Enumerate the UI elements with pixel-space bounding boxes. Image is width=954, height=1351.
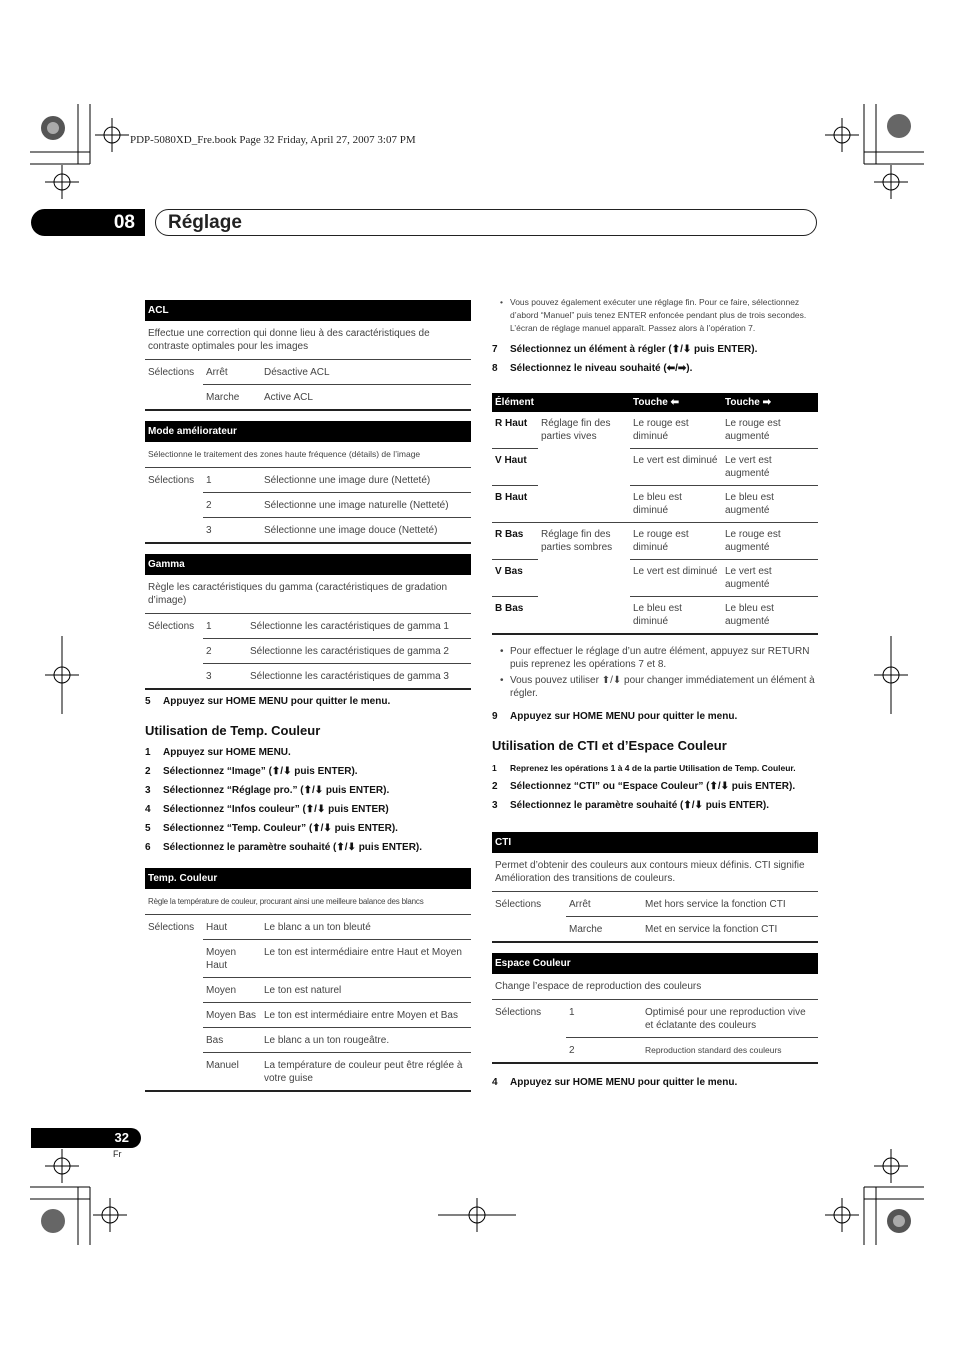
acl-table <box>145 300 471 411</box>
mode-table <box>145 421 471 544</box>
chapter-title-frame <box>155 209 817 236</box>
table-row <box>145 664 471 689</box>
row-name: V Bas <box>492 560 538 597</box>
sel-label: Sélections <box>148 621 195 632</box>
espace-title: Espace Couleur <box>492 953 818 974</box>
espace-table <box>492 953 818 1064</box>
option-name: 1 <box>203 468 261 493</box>
left-key-effect: Le bleu est diminué <box>633 603 682 627</box>
right-key-effect: Le vert est augmenté <box>722 560 818 597</box>
option-text: Optimisé pour une reproduction vive et éclatante des couleurs <box>642 1000 818 1038</box>
sel-label: Sélections <box>495 899 542 910</box>
page-language: Fr <box>113 1149 122 1159</box>
left-key-effect: Le rouge est diminué <box>630 412 722 449</box>
row-group: Réglage fin des parties vives <box>538 412 630 523</box>
option-name: 1 <box>203 614 247 639</box>
row-name: R Bas <box>492 523 538 560</box>
table-row <box>492 917 818 942</box>
option-name: Haut <box>203 915 261 940</box>
option-name: 3 <box>206 671 212 682</box>
option-text: Sélectionne une image naturelle (Netteté) <box>261 493 471 518</box>
gamma-table <box>145 554 471 690</box>
cti-table <box>492 832 818 943</box>
option-text: Désactive ACL <box>261 360 471 385</box>
note-bullet: • Vous pouvez également exécuter une réglage fin. Pour ce faire, sélectionnez d’abord “Manuel” puis tenez ENTER enfoncée pendant plus de trois secondes. L’écran de réglage manuel apparaît. Passez alors à l’opération 7. <box>492 296 818 335</box>
sel-label: Sélections <box>148 475 195 486</box>
right-key-effect: Le rouge est augmenté <box>722 523 818 560</box>
table-header <box>492 393 818 412</box>
step-item: 6 Sélectionnez le paramètre souhaité (⬆/⬇ puis ENTER). <box>145 842 423 853</box>
table-row <box>145 978 471 1003</box>
option-text: Le blanc a un ton bleuté <box>261 915 471 940</box>
table-row <box>492 412 818 449</box>
row-group: Réglage fin des parties sombres <box>541 529 613 553</box>
section-heading: Utilisation de Temp. Couleur <box>145 723 321 738</box>
option-text: Le ton est intermédiaire entre Haut et Moyen <box>261 940 471 978</box>
option-name: 2 <box>203 493 261 518</box>
option-name: 3 <box>206 525 212 536</box>
table-row <box>145 518 471 543</box>
gamma-title: Gamma <box>145 554 471 575</box>
option-text: Reproduction standard des couleurs <box>645 1045 782 1055</box>
sel-label: Sélections <box>495 1007 542 1018</box>
page-number: 32 <box>31 1128 141 1148</box>
step-item: 7 Sélectionnez un élément à régler (⬆/⬇ puis ENTER). <box>492 344 758 355</box>
option-text: Le ton est naturel <box>261 978 471 1003</box>
step-item: 3 Sélectionnez “Réglage pro.” (⬆/⬇ puis ENTER). <box>145 785 390 796</box>
column-header: Touche ➡ <box>722 393 818 412</box>
temp-title: Temp. Couleur <box>145 868 471 889</box>
step-item: 4 Appuyez sur HOME MENU pour quitter le menu. <box>492 1077 738 1088</box>
left-column <box>145 300 471 1092</box>
step-item: 2 Sélectionnez “Image” (⬆/⬇ puis ENTER). <box>145 766 358 777</box>
option-name: Moyen Bas <box>203 1003 261 1028</box>
table-row <box>145 360 471 385</box>
espace-desc: Change l’espace de reproduction des couleurs <box>492 974 818 1000</box>
option-text: Active ACL <box>264 392 313 403</box>
option-name: Manuel <box>206 1060 239 1071</box>
right-column <box>492 296 818 1090</box>
option-name: 2 <box>569 1045 575 1056</box>
option-name: Marche <box>569 924 603 935</box>
table-row <box>145 1028 471 1053</box>
mode-title: Mode améliorateur <box>145 421 471 442</box>
chapter-title: Réglage <box>168 212 242 233</box>
column-header: Élément <box>492 393 538 412</box>
row-name: R Haut <box>492 412 538 449</box>
table-row <box>145 639 471 664</box>
option-text: Sélectionne les caractéristiques de gamma 3 <box>250 671 449 682</box>
option-text: Le ton est intermédiaire entre Moyen et Bas <box>261 1003 471 1028</box>
right-key-effect: Le bleu est augmenté <box>722 486 818 523</box>
sel-label: Sélections <box>148 922 195 933</box>
option-text: Met en service la fonction CTI <box>645 924 778 935</box>
element-table <box>492 393 818 635</box>
table-row <box>145 385 471 410</box>
option-text: Met hors service la fonction CTI <box>642 892 818 917</box>
cti-title: CTI <box>492 832 818 853</box>
row-name: B Bas <box>495 603 524 614</box>
table-row <box>145 493 471 518</box>
table-row <box>145 1003 471 1028</box>
option-text: Sélectionne les caractéristiques de gamma 1 <box>247 614 471 639</box>
option-name: 2 <box>203 639 247 664</box>
right-key-effect: Le vert est augmenté <box>722 449 818 486</box>
step-item: 1 Appuyez sur HOME MENU. <box>145 747 291 758</box>
table-row <box>492 1000 818 1038</box>
option-name: Arrêt <box>566 892 642 917</box>
table-row <box>145 915 471 940</box>
right-key-effect: Le bleu est augmenté <box>725 603 774 627</box>
steps-list <box>145 746 471 855</box>
option-name: Marche <box>206 392 240 403</box>
option-name: Moyen Haut <box>203 940 261 978</box>
bullet-item: • Vous pouvez utiliser ⬆/⬇ pour changer immédiatement un élément à régler. <box>492 674 818 700</box>
gamma-desc: Règle les caractéristiques du gamma (caractéristiques de gradation d’image) <box>145 575 471 614</box>
table-row <box>145 940 471 978</box>
table-row <box>492 1038 818 1063</box>
temp-table <box>145 868 471 1092</box>
step-item: 2 Sélectionnez “CTI” ou “Espace Couleur” (⬆/⬇ puis ENTER). <box>492 781 796 792</box>
option-text: La température de couleur peut être réglée à votre guise <box>264 1060 463 1084</box>
table-row <box>145 1053 471 1091</box>
left-key-effect: Le vert est diminué <box>630 560 722 597</box>
mode-desc: Sélectionne le traitement des zones haute fréquence (détails) de l’image <box>145 442 471 468</box>
option-name: Bas <box>203 1028 261 1053</box>
step-item: 5 Sélectionnez “Temp. Couleur” (⬆/⬇ puis ENTER). <box>145 823 398 834</box>
left-key-effect: Le bleu est diminué <box>630 486 722 523</box>
acl-desc: Effectue une correction qui donne lieu à des caractéristiques de contraste optimales pour les images <box>145 321 471 360</box>
step-item: 5 Appuyez sur HOME MENU pour quitter le menu. <box>145 696 391 707</box>
table-row <box>145 468 471 493</box>
step-item: 1 Reprenez les opérations 1 à 4 de la partie Utilisation de Temp. Couleur. <box>492 763 796 773</box>
section-heading: Utilisation de CTI et d’Espace Couleur <box>492 738 727 753</box>
step-item: 8 Sélectionnez le niveau souhaité (⬅/➡). <box>492 363 693 374</box>
right-key-effect: Le rouge est augmenté <box>722 412 818 449</box>
column-header: Touche ⬅ <box>630 393 722 412</box>
step-item: 9 Appuyez sur HOME MENU pour quitter le menu. <box>492 711 738 722</box>
option-text: Le blanc a un ton rougeâtre. <box>261 1028 471 1053</box>
table-row <box>492 892 818 917</box>
option-name: Moyen <box>203 978 261 1003</box>
print-header: PDP-5080XD_Fre.book Page 32 Friday, April 27, 2007 3:07 PM <box>130 134 416 146</box>
row-name: V Haut <box>492 449 538 486</box>
option-name: 1 <box>566 1000 642 1038</box>
option-text: Sélectionne une image dure (Netteté) <box>261 468 471 493</box>
row-name: B Haut <box>492 486 538 523</box>
left-key-effect: Le vert est diminué <box>630 449 722 486</box>
option-text: Sélectionne les caractéristiques de gamma 2 <box>247 639 471 664</box>
step-item: 4 Sélectionnez “Infos couleur” (⬆/⬇ puis ENTER) <box>145 804 389 815</box>
option-name: Arrêt <box>203 360 261 385</box>
cti-desc: Permet d’obtenir des couleurs aux contours mieux définis. CTI signifie Amélioration des transitions de couleurs. <box>492 853 818 892</box>
table-row <box>492 523 818 560</box>
sel-label: Sélections <box>148 367 195 378</box>
bullet-item: • Pour effectuer le réglage d’un autre élément, appuyez sur RETURN puis reprenez les opérations 7 et 8. <box>492 645 818 671</box>
chapter-number: 08 <box>31 209 145 236</box>
acl-title: ACL <box>145 300 471 321</box>
left-key-effect: Le rouge est diminué <box>630 523 722 560</box>
option-text: Sélectionne une image douce (Netteté) <box>264 525 438 536</box>
table-row <box>145 614 471 639</box>
step-item: 3 Sélectionnez le paramètre souhaité (⬆/⬇ puis ENTER). <box>492 800 770 811</box>
temp-desc: Règle la température de couleur, procurant ainsi une meilleure balance des blancs <box>145 889 471 915</box>
